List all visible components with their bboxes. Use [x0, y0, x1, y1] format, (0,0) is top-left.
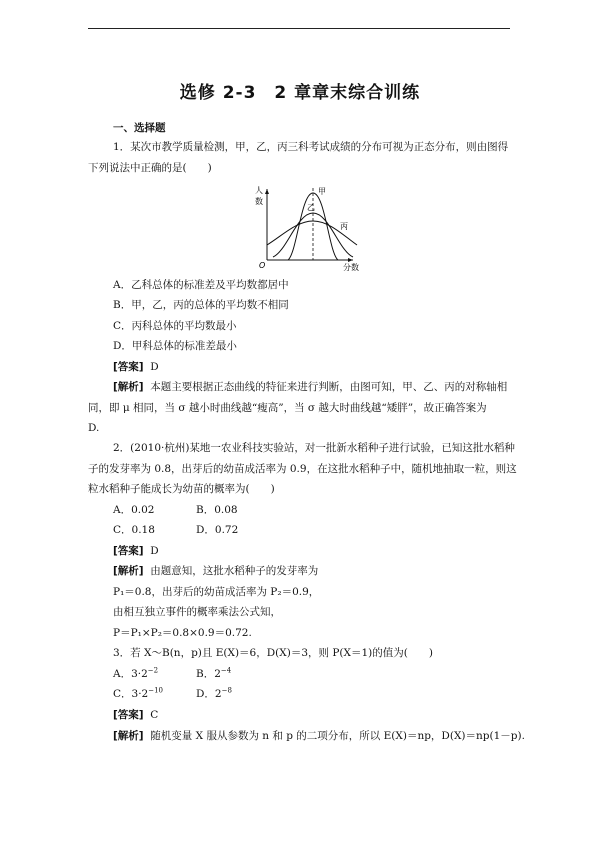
q2-stem-line2: 子的发芽率为 0.8，出芽后的幼苗成活率为 0.9，在这批水稻种子中，随机地抽取一粒，则这 — [88, 463, 517, 475]
q1-analysis-line2: 同，即 μ 相同，当 σ 越小时曲线越“瘦高”，当 σ 越大时曲线越“矮胖”，故正确答案为 — [88, 402, 487, 414]
q2-analysis-line4: P＝P₁×P₂＝0.8×0.9＝0.72. — [113, 627, 252, 639]
analysis-tag: [解析] — [113, 565, 144, 577]
q2-stem-line3: 粒水稻种子能成长为幼苗的概率为( ) — [88, 483, 275, 495]
q1-option-a: A．乙科总体的标准差及平均数都居中 — [113, 279, 289, 291]
q3-answer-value: C — [150, 709, 159, 721]
analysis-tag: [解析] — [113, 381, 144, 393]
q3-option-c: C．$3\cdot 2^{-10}$ — [113, 686, 164, 700]
q3-option-b: B．$2^{-4}$ — [196, 666, 232, 680]
normal-distribution-figure — [245, 183, 370, 273]
q1-stem-line1: 1．某次市教学质量检测，甲，乙，丙三科考试成绩的分布可视为正态分布，则由图得 — [113, 141, 509, 153]
y-axis-arrow-icon — [265, 189, 269, 194]
q3-option-a: A．$3\cdot 2^{-2}$ — [113, 666, 159, 680]
q2-option-b: B．0.08 — [196, 504, 238, 516]
section-heading: 一、选择题 — [113, 122, 166, 134]
label-jia: 甲 — [318, 187, 326, 196]
q3-option-d: D．$2^{-8}$ — [196, 686, 232, 700]
q2-analysis-line2: P₁＝0.8，出芽后的幼苗成活率为 P₂＝0.9， — [113, 586, 320, 598]
analysis-tag: [解析] — [113, 730, 144, 742]
q1-analysis-line1: [解析] 本题主要根据正态曲线的特征来进行判断，由图可知，甲、乙、丙的对称轴相 — [113, 381, 508, 393]
x-axis-arrow-icon — [348, 258, 353, 262]
x-label: 分数 — [343, 263, 359, 272]
page-title: 选修 2-3 2 章章末综合训练 — [179, 83, 421, 103]
label-yi: 乙 — [307, 203, 315, 212]
q2-answer-value: D — [150, 545, 159, 557]
q3-stem: 3．若 X～B(n，p)且 E(X)＝6，D(X)＝3，则 P(X＝1)的值为( ) — [113, 647, 433, 659]
q1-option-d: D．甲科总体的标准差最小 — [113, 340, 237, 352]
q1-analysis-line3: D. — [88, 422, 100, 434]
label-bing: 丙 — [340, 222, 348, 231]
y-label-2: 数 — [255, 197, 263, 206]
q2-answer — [113, 544, 159, 558]
q1-answer — [113, 360, 159, 374]
answer-tag: [答案] — [113, 545, 144, 557]
q3-answer — [113, 708, 158, 722]
q2-option-c: C．0.18 — [113, 524, 155, 536]
q2-option-d: D．0.72 — [196, 524, 239, 536]
q2-analysis-line1: [解析] 由题意知，这批水稻种子的发芽率为 — [113, 565, 319, 577]
header-rule — [88, 28, 510, 29]
y-label-1: 人 — [255, 186, 263, 195]
q3-analysis: [解析] 随机变量 X 服从参数为 n 和 p 的二项分布，所以 E(X)＝np，D(X)＝np(1－p). — [113, 730, 525, 742]
answer-tag: [答案] — [113, 361, 144, 373]
q1-stem-line2: 下列说法中正确的是( ) — [88, 162, 212, 174]
q1-answer-value: D — [150, 361, 159, 373]
q2-analysis-line3: 由相互独立事件的概率乘法公式知， — [113, 606, 281, 618]
q2-stem-line1: 2．(2010·杭州)某地一农业科技实验站，对一批新水稻种子进行试验，已知这批水稻种 — [113, 442, 515, 454]
q1-option-c: C．丙科总体的平均数最小 — [113, 320, 237, 332]
q1-option-b: B．甲，乙，丙的总体的平均数不相同 — [113, 299, 289, 311]
q2-option-a: A．0.02 — [113, 504, 155, 516]
origin-label: O — [259, 261, 266, 270]
answer-tag: [答案] — [113, 709, 144, 721]
